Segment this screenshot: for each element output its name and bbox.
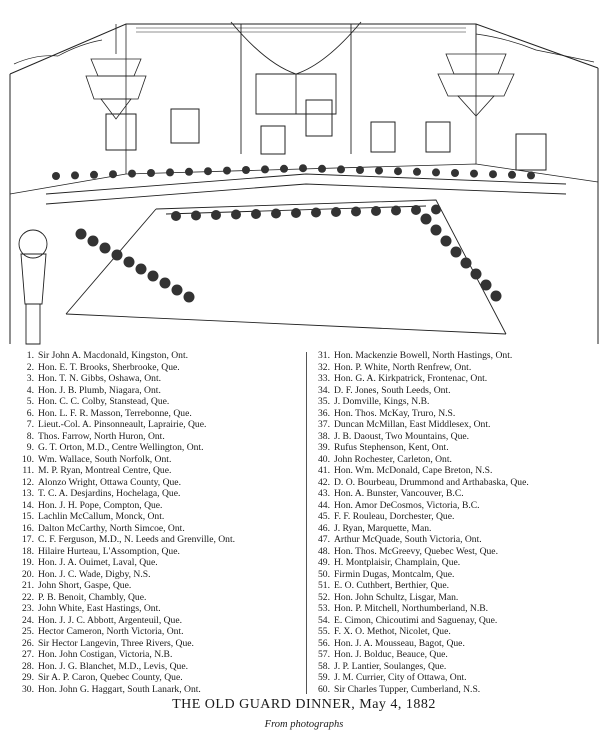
- attendee-name: Hon. Mackenzie Bowell, North Hastings, Ont.: [334, 350, 513, 361]
- attendee-entry: [314, 350, 599, 362]
- attendee-name: Hon. J. B. Plumb, Niagara, Ont.: [38, 384, 161, 396]
- diner-head: [160, 278, 171, 289]
- banquet-table: [46, 174, 566, 334]
- attendee-entry: [18, 419, 303, 431]
- attendee-number: 42.: [318, 476, 330, 488]
- attendee-name: M. P. Ryan, Montreal Centre, Que.: [38, 465, 172, 476]
- attendee-name: Sir John A. Macdonald, Kingston, Ont.: [38, 350, 189, 361]
- attendee-name: H. Montplaisir, Champlain, Que.: [334, 557, 461, 568]
- diner-head: [124, 257, 135, 268]
- attendee-name: Hon. J. Bolduc, Beauce, Que.: [334, 649, 448, 660]
- attendee-name: Hon. L. F. R. Masson, Terrebonne, Que.: [38, 407, 192, 419]
- diner-head: [489, 170, 497, 178]
- attendee-name: Alonzo Wright, Ottawa County, Que.: [38, 476, 181, 488]
- attendee-entry: [18, 580, 303, 592]
- attendee-entry: [314, 661, 599, 673]
- attendee-name: Hon. C. C. Colby, Stanstead, Que.: [38, 396, 170, 407]
- figure-caption: THE OLD GUARD DINNER, May 4, 1882: [172, 697, 436, 712]
- attendee-entry: [18, 477, 303, 489]
- attendee-number: 35.: [318, 396, 330, 407]
- diner-head: [271, 209, 281, 219]
- attendee-name: Hon. Thos. McKay, Truro, N.S.: [334, 407, 456, 419]
- attendee-number: 8.: [26, 430, 34, 442]
- attendee-name: Duncan McMillan, East Middlesex, Ont.: [334, 419, 491, 430]
- attendee-number: 26.: [22, 637, 34, 649]
- diner-head: [166, 168, 174, 176]
- attendee-entry: [18, 569, 303, 581]
- attendee-name: Hon. John G. Haggart, South Lanark, Ont.: [38, 683, 201, 695]
- attendee-entry: [18, 362, 303, 374]
- diner-head: [331, 207, 341, 217]
- attendee-name: E. Cimon, Chicoutimi and Saguenay, Que.: [334, 614, 498, 626]
- diner-head: [394, 167, 402, 175]
- gallery-drapery: [231, 22, 361, 154]
- diner-head: [112, 250, 123, 261]
- diner-head: [471, 269, 482, 280]
- attendee-entry: [314, 500, 599, 512]
- attendee-number: 16.: [22, 522, 34, 534]
- wall-portraits: [106, 100, 546, 170]
- attendee-number: 5.: [26, 396, 34, 407]
- attendee-number: 22.: [22, 591, 34, 603]
- diner-head: [88, 236, 99, 247]
- attendee-name: Hon. P. White, North Renfrew, Ont.: [334, 361, 472, 373]
- attendee-name: Hon. T. N. Gibbs, Oshawa, Ont.: [38, 373, 162, 384]
- attendee-entry: [18, 672, 303, 684]
- attendee-number: 23.: [22, 603, 34, 614]
- attendee-entry: [314, 546, 599, 558]
- attendee-number: 4.: [26, 384, 34, 396]
- attendee-name: Hon. John Schultz, Lisgar, Man.: [334, 591, 459, 603]
- diner-head: [356, 166, 364, 174]
- diner-head: [421, 214, 432, 225]
- attendee-name: Rufus Stephenson, Kent, Ont.: [334, 442, 449, 453]
- attendee-name: Sir Charles Tupper, Cumberland, N.S.: [334, 683, 481, 695]
- attendee-name: Hon. J. J. C. Abbott, Argenteuil, Que.: [38, 614, 182, 626]
- attendee-name: G. T. Orton, M.D., Centre Wellington, Ont.: [38, 442, 204, 453]
- diner-head: [90, 171, 98, 179]
- attendee-number: 2.: [26, 361, 34, 373]
- attendee-name: Hilaire Hurteau, L'Assomption, Que.: [38, 545, 180, 557]
- attendee-number: 58.: [318, 660, 330, 672]
- attendee-number: 51.: [318, 580, 330, 591]
- attendee-name: J. B. Daoust, Two Mountains, Que.: [334, 430, 470, 442]
- attendee-name: D. F. Jones, South Leeds, Ont.: [334, 384, 451, 396]
- attendee-name: Hon. E. T. Brooks, Sherbrooke, Que.: [38, 361, 180, 373]
- diner-head: [337, 165, 345, 173]
- attendee-entry: [314, 442, 599, 454]
- attendee-entry: [314, 684, 599, 696]
- attendee-entry: [18, 465, 303, 477]
- attendee-entry: [18, 431, 303, 443]
- chandelier-left: [86, 24, 146, 119]
- diner-head: [481, 280, 492, 291]
- attendee-number: 37.: [318, 419, 330, 430]
- attendee-name: E. O. Cuthbert, Berthier, Que.: [334, 580, 449, 591]
- attendee-entry: [18, 603, 303, 615]
- flower-stand: [19, 230, 47, 344]
- diner-head: [171, 211, 181, 221]
- diner-head: [71, 171, 79, 179]
- diner-head: [441, 236, 452, 247]
- attendee-entry: [18, 638, 303, 650]
- attendee-entry: [18, 592, 303, 604]
- attendee-name: Thos. Farrow, North Huron, Ont.: [38, 430, 165, 442]
- attendee-entry: [314, 396, 599, 408]
- attendee-number: 24.: [22, 614, 34, 626]
- diner-head: [280, 165, 288, 173]
- attendee-name: T. C. A. Desjardins, Hochelaga, Que.: [38, 488, 181, 499]
- attendee-number: 52.: [318, 591, 330, 603]
- attendee-entry: [314, 477, 599, 489]
- attendee-number: 43.: [318, 488, 330, 499]
- attendee-entry: [314, 431, 599, 443]
- attendee-number: 53.: [318, 603, 330, 614]
- attendee-number: 15.: [22, 511, 34, 522]
- attendee-entry: [314, 385, 599, 397]
- attendee-entry: [18, 534, 303, 546]
- attendee-name: F. F. Rouleau, Dorchester, Que.: [334, 511, 455, 522]
- attendee-number: 13.: [22, 488, 34, 499]
- diner-head: [184, 292, 195, 303]
- attendee-number: 21.: [22, 580, 34, 591]
- diner-head: [432, 168, 440, 176]
- attendee-number: 47.: [318, 534, 330, 545]
- attendee-name: F. X. O. Methot, Nicolet, Que.: [334, 626, 451, 637]
- diner-head: [172, 285, 183, 296]
- attendee-number: 6.: [26, 407, 34, 419]
- attendee-entry: [18, 350, 303, 362]
- diner-head: [351, 207, 361, 217]
- column-divider: [306, 352, 307, 694]
- diner-head: [211, 210, 221, 220]
- attendee-name: Hon. Amor DeCosmos, Victoria, B.C.: [334, 499, 480, 511]
- diner-head: [251, 209, 261, 219]
- attendee-number: 3.: [26, 373, 34, 384]
- attendee-entry: [314, 408, 599, 420]
- attendee-entry: [314, 373, 599, 385]
- attendee-number: 49.: [318, 557, 330, 568]
- attendee-list-right: [314, 350, 599, 695]
- diner-head: [375, 167, 383, 175]
- attendee-entry: [314, 454, 599, 466]
- attendee-number: 54.: [318, 614, 330, 626]
- diner-head: [451, 247, 462, 258]
- attendee-number: 20.: [22, 568, 34, 580]
- attendee-name: Hon. J. H. Pope, Compton, Que.: [38, 499, 163, 511]
- diner-head: [204, 167, 212, 175]
- attendee-name: John White, East Hastings, Ont.: [38, 603, 161, 614]
- attendee-number: 34.: [318, 384, 330, 396]
- diner-head: [508, 171, 516, 179]
- diner-head: [431, 225, 442, 236]
- attendee-entry: [18, 511, 303, 523]
- attendee-number: 17.: [22, 534, 34, 545]
- diner-head: [100, 243, 111, 254]
- attendee-entry: [18, 442, 303, 454]
- attendee-name: Hon. J. G. Blanchet, M.D., Levis, Que.: [38, 660, 189, 672]
- attendee-number: 10.: [22, 453, 34, 465]
- attendee-entry: [314, 362, 599, 374]
- attendee-name: John Short, Gaspe, Que.: [38, 580, 132, 591]
- attendee-number: 9.: [26, 442, 34, 453]
- attendee-name: P. B. Benoit, Chambly, Que.: [38, 591, 147, 603]
- attendee-number: 57.: [318, 649, 330, 660]
- attendee-name: Hon. J. C. Wade, Digby, N.S.: [38, 568, 151, 580]
- attendee-number: 32.: [318, 361, 330, 373]
- attendee-number: 30.: [22, 683, 34, 695]
- attendee-number: 46.: [318, 522, 330, 534]
- diner-head: [191, 211, 201, 221]
- attendee-number: 14.: [22, 499, 34, 511]
- attendee-number: 11.: [22, 465, 34, 476]
- diner-head: [147, 169, 155, 177]
- attendee-entry: [314, 488, 599, 500]
- attendee-name: Hector Cameron, North Victoria, Ont.: [38, 626, 184, 637]
- attendee-name: Dalton McCarthy, North Simcoe, Ont.: [38, 522, 185, 534]
- attendee-name: Hon. J. A. Mousseau, Bagot, Que.: [334, 637, 465, 649]
- diner-head: [76, 229, 87, 240]
- attendee-name: Sir Hector Langevin, Three Rivers, Que.: [38, 637, 194, 649]
- attendee-entry: [18, 649, 303, 661]
- attendee-entry: [18, 373, 303, 385]
- attendee-number: 36.: [318, 407, 330, 419]
- attendee-name: Firmin Dugas, Montcalm, Que.: [334, 568, 455, 580]
- diner-head: [242, 166, 250, 174]
- attendee-name: D. O. Bourbeau, Drummond and Arthabaska, Que.: [334, 476, 529, 488]
- attendee-entry: [314, 419, 599, 431]
- diner-head: [371, 206, 381, 216]
- attendee-legend: [0, 350, 608, 695]
- diner-head: [391, 206, 401, 216]
- diner-head: [299, 164, 307, 172]
- attendee-name: Hon. J. A. Ouimet, Laval, Que.: [38, 557, 158, 568]
- attendee-list-left: [18, 350, 303, 695]
- attendee-number: 19.: [22, 557, 34, 568]
- attendee-number: 56.: [318, 637, 330, 649]
- attendee-number: 18.: [22, 545, 34, 557]
- attendee-entry: [314, 615, 599, 627]
- attendee-entry: [314, 672, 599, 684]
- attendee-number: 33.: [318, 373, 330, 384]
- attendee-entry: [314, 649, 599, 661]
- attendee-number: 45.: [318, 511, 330, 522]
- diner-head: [291, 208, 301, 218]
- diner-head: [52, 172, 60, 180]
- engraving-drawing: [6, 4, 602, 352]
- attendee-number: 1.: [26, 350, 34, 361]
- attendee-number: 60.: [318, 683, 330, 695]
- attendee-entry: [314, 534, 599, 546]
- diner-head: [128, 170, 136, 178]
- attendee-number: 31.: [318, 350, 330, 361]
- attendee-entry: [314, 603, 599, 615]
- attendee-number: 55.: [318, 626, 330, 637]
- diner-head: [109, 170, 117, 178]
- diner-head: [470, 170, 478, 178]
- attendee-number: 27.: [22, 649, 34, 660]
- attendee-number: 7.: [26, 419, 34, 430]
- attendee-name: Hon. John Costigan, Victoria, N.B.: [38, 649, 173, 660]
- attendee-number: 28.: [22, 660, 34, 672]
- attendee-number: 12.: [22, 476, 34, 488]
- diner-head: [136, 264, 147, 275]
- attendee-number: 41.: [318, 465, 330, 476]
- diner-head: [431, 205, 441, 215]
- diner-head: [413, 168, 421, 176]
- attendee-name: Wm. Wallace, South Norfolk, Ont.: [38, 453, 172, 465]
- attendee-entry: [18, 500, 303, 512]
- attendee-name: C. F. Ferguson, M.D., N. Leeds and Grenville, Ont.: [38, 534, 236, 545]
- diner-head: [451, 169, 459, 177]
- dinner-illustration: [6, 4, 602, 352]
- attendee-name: Hon. Thos. McGreevy, Quebec West, Que.: [334, 545, 498, 557]
- attendee-entry: [18, 661, 303, 673]
- attendee-number: 48.: [318, 545, 330, 557]
- attendee-number: 59.: [318, 672, 330, 683]
- diner-head: [223, 167, 231, 175]
- attendee-number: 38.: [318, 430, 330, 442]
- attendee-entry: [18, 396, 303, 408]
- attendee-number: 39.: [318, 442, 330, 453]
- diner-head: [527, 171, 535, 179]
- attendee-entry: [18, 626, 303, 638]
- attendee-name: John Rochester, Carleton, Ont.: [334, 453, 452, 465]
- diner-head: [491, 291, 502, 302]
- attendee-number: 25.: [22, 626, 34, 637]
- attendee-number: 29.: [22, 672, 34, 683]
- attendee-entry: [18, 684, 303, 696]
- attendee-entry: [314, 592, 599, 604]
- diner-head: [261, 165, 269, 173]
- attendee-name: Hon. A. Bunster, Vancouver, B.C.: [334, 488, 464, 499]
- attendee-entry: [18, 488, 303, 500]
- attendee-entry: [18, 546, 303, 558]
- attendee-entry: [314, 557, 599, 569]
- diner-head: [231, 210, 241, 220]
- attendee-entry: [18, 385, 303, 397]
- attendee-entry: [18, 408, 303, 420]
- attendee-entry: [18, 454, 303, 466]
- attendee-name: J. P. Lantier, Soulanges, Que.: [334, 660, 447, 672]
- diner-head: [148, 271, 159, 282]
- attendee-name: J. Ryan, Marquette, Man.: [334, 522, 432, 534]
- attendee-entry: [314, 465, 599, 477]
- attendee-entry: [314, 569, 599, 581]
- figure-subcaption: From photographs: [264, 719, 344, 730]
- attendee-entry: [314, 638, 599, 650]
- diner-head: [318, 165, 326, 173]
- attendee-entry: [18, 615, 303, 627]
- attendee-name: Lieut.-Col. A. Pinsonneault, Laprairie, Que.: [38, 419, 207, 430]
- attendee-number: 44.: [318, 499, 330, 511]
- diner-head: [411, 205, 421, 215]
- attendee-name: Hon. Wm. McDonald, Cape Breton, N.S.: [334, 465, 493, 476]
- attendee-number: 40.: [318, 453, 330, 465]
- attendee-name: Hon. P. Mitchell, Northumberland, N.B.: [334, 603, 489, 614]
- attendee-name: Sir A. P. Caron, Quebec County, Que.: [38, 672, 183, 683]
- diner-head: [311, 208, 321, 218]
- diner-head: [185, 168, 193, 176]
- attendee-entry: [314, 511, 599, 523]
- attendee-entry: [18, 557, 303, 569]
- attendee-name: J. M. Currier, City of Ottawa, Ont.: [334, 672, 467, 683]
- attendee-entry: [314, 523, 599, 535]
- diner-head: [461, 258, 472, 269]
- attendee-name: Lachlin McCallum, Monck, Ont.: [38, 511, 165, 522]
- attendee-entry: [314, 626, 599, 638]
- attendee-entry: [18, 523, 303, 535]
- attendee-name: Hon. G. A. Kirkpatrick, Frontenac, Ont.: [334, 373, 488, 384]
- attendee-name: J. Domville, Kings, N.B.: [334, 396, 430, 407]
- attendee-number: 50.: [318, 568, 330, 580]
- attendee-name: Arthur McQuade, South Victoria, Ont.: [334, 534, 482, 545]
- attendee-entry: [314, 580, 599, 592]
